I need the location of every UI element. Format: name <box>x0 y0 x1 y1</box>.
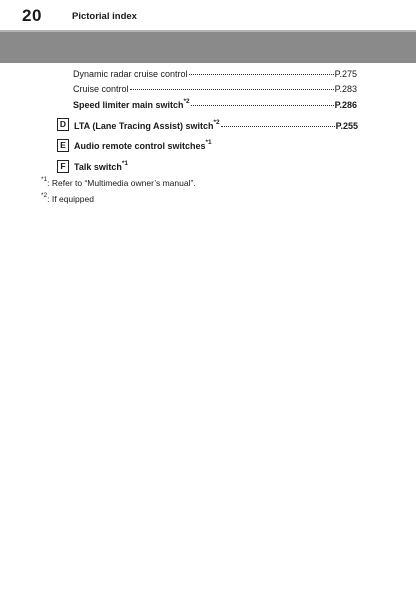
lettered-entry[interactable] <box>57 118 358 131</box>
index-entry[interactable] <box>73 82 357 96</box>
header-band <box>0 32 416 63</box>
dot-leader <box>130 80 334 90</box>
index-entry[interactable] <box>73 67 357 81</box>
dot-leader <box>191 96 334 106</box>
dot-leader <box>221 117 335 127</box>
entry-page-ref[interactable]: P.255 <box>335 120 358 131</box>
entry-label: Speed limiter main switch$^{*2}$ <box>73 98 190 110</box>
entry-page-ref[interactable]: P.275 <box>334 69 357 79</box>
footnote: $^{*1}$: Refer to “Multimedia owner’s manual”. <box>41 176 196 188</box>
footnote-mark: *2 <box>183 98 190 105</box>
page-number: 20 <box>22 6 42 25</box>
entry-label: LTA (Lane Tracing Assist) switch$^{*2}$ <box>74 118 220 131</box>
callout-letter: F <box>57 160 69 173</box>
footnote-mark: *2 <box>41 192 48 200</box>
entry-page-ref[interactable]: P.286 <box>334 100 357 110</box>
lettered-entry[interactable] <box>57 139 212 152</box>
index-entry[interactable] <box>73 98 357 112</box>
section-title: Pictorial index <box>72 11 137 22</box>
callout-letter: D <box>57 118 69 131</box>
lettered-entry[interactable] <box>57 160 128 173</box>
entry-label: Cruise control <box>73 84 129 94</box>
entry-label: Dynamic radar cruise control <box>73 69 188 79</box>
dot-leader <box>189 65 334 75</box>
footnote-mark: *1 <box>41 176 48 184</box>
entry-page-ref[interactable]: P.283 <box>334 84 357 94</box>
page-header <box>0 0 416 32</box>
entry-label: Audio remote control switches$^{*1}$ <box>74 138 212 151</box>
footnote-mark: *1 <box>121 159 129 167</box>
entry-label: Talk switch$^{*1}$ <box>74 159 129 172</box>
footnote: $^{*2}$: If equipped <box>41 192 94 204</box>
callout-letter: E <box>57 139 69 152</box>
footnote-mark: *1 <box>205 138 212 146</box>
footnote-mark: *2 <box>213 118 220 126</box>
